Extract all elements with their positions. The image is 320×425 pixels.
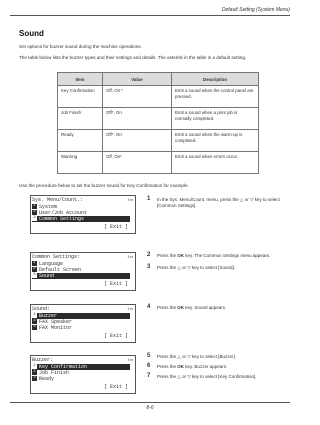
scroll-icon: ⇳▭ (126, 254, 133, 260)
step-text: Press the △ or ▽ key to select [Buzzer]. (157, 354, 236, 359)
item-cell: Key Confirmation (58, 86, 103, 108)
item-number-icon: 1 (33, 204, 36, 209)
step-number: 1 (147, 196, 151, 202)
exit-softkey[interactable]: [ Exit ] (103, 333, 128, 339)
description-cell: Emit a sound when the control panel are pressed. (172, 86, 259, 108)
column-header: Item (58, 73, 103, 86)
item-number-icon: 3 (33, 376, 36, 381)
lcd-title: Common Settings: (32, 254, 81, 260)
item-label: FAX Speaker (39, 319, 73, 325)
lcd-title: Sys. Menu/Count.: (32, 197, 84, 203)
lcd-title: Sound: (32, 306, 51, 312)
step-text: In the Sys. Menu/Count. menu, press the △ or ▽ key to select [Common Settings]. (157, 197, 280, 208)
item-label: Ready (39, 376, 55, 382)
step-text: key. Sound appears. (184, 305, 227, 310)
item-label: User/Job Account (39, 210, 88, 216)
lcd-screen-sound (30, 304, 136, 343)
step-text: Press the (157, 305, 178, 310)
running-header: Default Setting (System Menu) (221, 7, 290, 13)
item-cell: Warning (58, 152, 103, 174)
page-number: 8-6 (146, 405, 154, 411)
lcd-menu-item-selected[interactable] (32, 216, 130, 222)
description-cell: Emit a sound when errors occur. (172, 152, 259, 174)
table-row (58, 130, 259, 152)
exit-softkey[interactable]: [ Exit ] (103, 281, 128, 287)
step-text: Press the △ or ▽ key to select [Sound]. (157, 265, 235, 270)
buzzer-settings-table (57, 72, 259, 174)
value-cell: Off*, On (103, 130, 172, 152)
item-number-icon: 1 (33, 261, 36, 266)
step-text: Press the (157, 364, 178, 369)
scroll-icon: ⇳▭ (126, 306, 133, 312)
exit-softkey[interactable]: [ Exit ] (103, 224, 128, 230)
table-row (58, 108, 259, 130)
item-label: System (39, 204, 58, 210)
step-7 (147, 374, 287, 380)
item-label: Language (39, 261, 64, 267)
item-number-icon: 1 (33, 364, 36, 369)
step-1 (147, 197, 287, 209)
step-6 (147, 364, 287, 370)
item-label: Buzzer (39, 313, 58, 319)
scroll-icon: ⇳▭ (126, 357, 133, 363)
exit-softkey[interactable]: [ Exit ] (103, 384, 128, 390)
lcd-title: Buzzer: (32, 357, 54, 363)
item-label: Key Confirmation (39, 364, 88, 370)
table-row (58, 86, 259, 108)
column-header: Description (172, 73, 259, 86)
step-number: 7 (147, 373, 151, 379)
value-cell: Off, On* (103, 152, 172, 174)
table-header-row (58, 73, 259, 86)
step-text: key. The Common Settings menu appears. (184, 253, 271, 258)
item-label: Common Settings (39, 216, 85, 222)
step-4 (147, 305, 287, 311)
item-number-icon: 2 (33, 210, 36, 215)
lcd-screen-buzzer (30, 355, 136, 394)
value-cell: Off, On * (103, 86, 172, 108)
lcd-menu-item[interactable] (32, 376, 130, 382)
item-label: FAX Monitor (39, 325, 73, 331)
description-cell: Emit a sound when the warm-up is completed. (172, 130, 259, 152)
header-rule (10, 15, 290, 16)
step-text: Press the △ or ▽ key to select [Key Confirmation]. (157, 374, 257, 379)
table-row (58, 152, 259, 174)
description-cell: Emit a sound when a print job is normally completed. (172, 108, 259, 130)
step-number: 3 (147, 264, 151, 270)
item-number-icon: 2 (33, 370, 36, 375)
step-number: 2 (147, 252, 151, 258)
ok-key-label: OK (177, 305, 185, 310)
procedure-intro: Use the procedure below to set the buzzer sound for Key Confirmation for example. (19, 183, 189, 188)
intro-paragraph-2: The table below lists the buzzer types and their settings and details. The asterisk in the table is a default setting. (19, 55, 247, 60)
lcd-screen-common-settings (30, 252, 136, 291)
value-cell: Off*, On (103, 108, 172, 130)
step-text: Press the (157, 253, 178, 258)
scroll-icon: ⇳▭ (126, 197, 133, 203)
step-number: 4 (147, 304, 151, 310)
item-number-icon: 2 (33, 267, 36, 272)
item-cell: Job Finish (58, 108, 103, 130)
step-number: 5 (147, 353, 151, 359)
item-number-icon: 3 (33, 325, 36, 330)
step-5 (147, 354, 287, 360)
intro-paragraph-1: Set options for buzzer sound during the machine operations. (19, 44, 142, 49)
item-label: Job Finish (39, 370, 70, 376)
ok-key-label: OK (177, 364, 185, 369)
step-2 (147, 253, 287, 259)
item-number-icon: 2 (33, 319, 36, 324)
item-label: Default Screen (39, 267, 82, 273)
step-text: key. Buzzer appears. (184, 364, 228, 369)
item-number-icon: 3 (33, 273, 36, 278)
item-number-icon: 1 (33, 313, 36, 318)
step-number: 6 (147, 363, 151, 369)
item-number-icon: 3 (33, 216, 36, 221)
item-cell: Ready (58, 130, 103, 152)
column-header: Value (103, 73, 172, 86)
lcd-menu-item[interactable] (32, 325, 130, 331)
lcd-menu-item-selected[interactable] (32, 273, 130, 279)
step-3 (147, 265, 287, 271)
lcd-screen-sys-menu (30, 195, 136, 234)
footer-rule (10, 402, 290, 403)
ok-key-label: OK (177, 253, 185, 258)
item-label: Sound (39, 273, 55, 279)
section-title: Sound (19, 29, 44, 38)
